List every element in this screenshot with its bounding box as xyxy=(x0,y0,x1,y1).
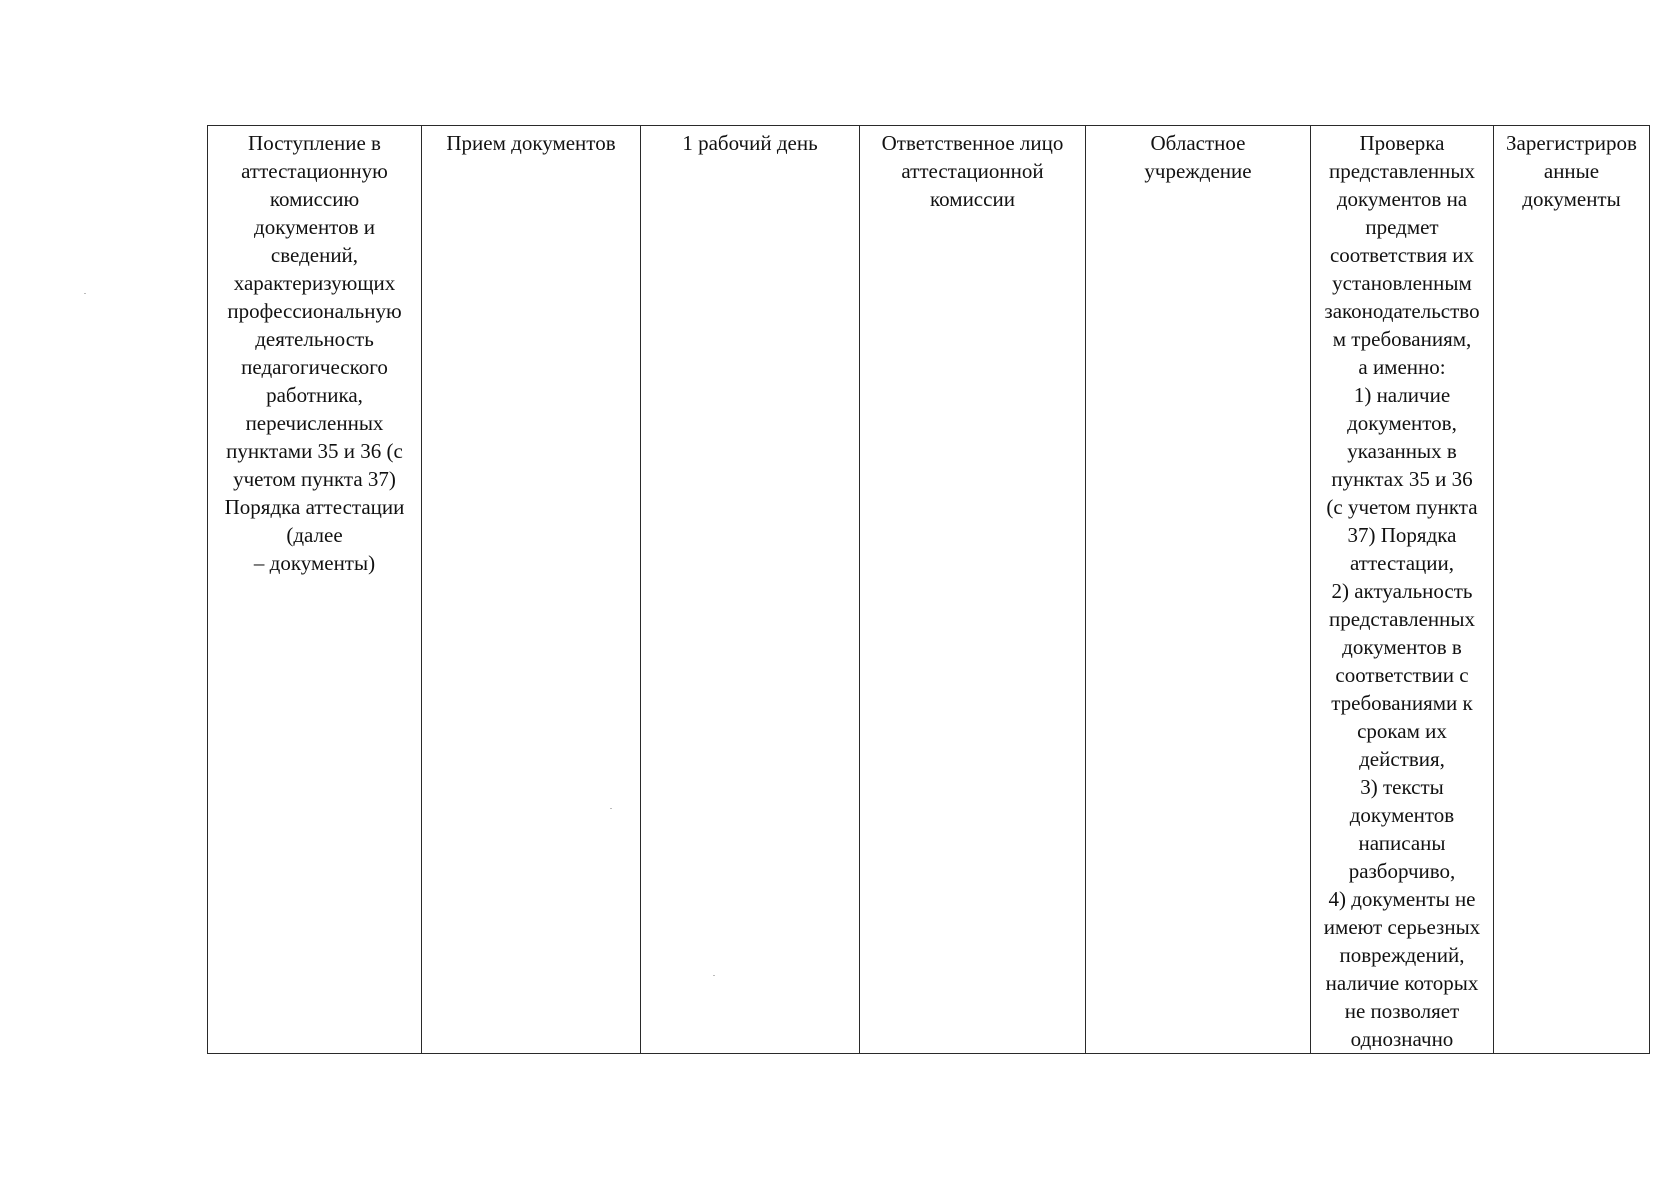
cell-line: характеризующих xyxy=(233,271,396,295)
cell-line: Областное xyxy=(1150,131,1246,155)
cell-line: предмет xyxy=(1365,215,1439,239)
cell-line: однозначно xyxy=(1350,1027,1454,1051)
cell-line: учетом пункта 37) xyxy=(233,467,396,491)
cell-line: пунктами 35 и 36 (с xyxy=(226,439,403,463)
cell-line: документов xyxy=(1349,803,1455,827)
cell-text xyxy=(641,126,859,157)
cell-line: представленных xyxy=(1328,607,1476,631)
cell-line: повреждений, xyxy=(1339,943,1465,967)
cell-line: не позволяет xyxy=(1344,999,1460,1023)
cell-line: документов и xyxy=(254,215,375,239)
cell-line: документов, xyxy=(1347,411,1457,435)
cell-line: срокам их xyxy=(1357,719,1447,743)
cell-line: (с учетом пункта xyxy=(1326,495,1478,519)
cell-line: разборчиво, xyxy=(1348,859,1456,883)
cell-line: соответствии с xyxy=(1335,663,1469,687)
cell-line: аттестационную xyxy=(241,159,388,183)
cell-line: Прием документов xyxy=(446,131,616,155)
scan-speck xyxy=(84,293,86,294)
cell-line: требованиями к xyxy=(1331,691,1473,715)
cell-line: 37) Порядка xyxy=(1347,523,1457,547)
cell-line: документов в xyxy=(1342,635,1462,659)
cell-text xyxy=(422,126,640,157)
table-cell-responsible xyxy=(860,126,1086,1054)
cell-text xyxy=(1086,126,1310,185)
cell-line: м требованиям, xyxy=(1332,327,1472,351)
cell-line: Поступление в xyxy=(248,131,381,155)
cell-line: документы xyxy=(1522,187,1621,211)
cell-line: соответствия их xyxy=(1329,243,1475,267)
cell-line: законодательство xyxy=(1324,299,1480,323)
cell-line: деятельность xyxy=(255,327,374,351)
cell-line: 1) наличие xyxy=(1353,383,1451,407)
cell-line: указанных в xyxy=(1347,439,1457,463)
cell-line: педагогического xyxy=(241,355,388,379)
cell-line: перечисленных xyxy=(245,411,384,435)
cell-line: Ответственное лицо xyxy=(881,131,1064,155)
cell-line: Проверка xyxy=(1359,131,1445,155)
cell-text xyxy=(1311,126,1493,1053)
cell-line: 1 рабочий день xyxy=(682,131,818,155)
cell-line: – документы) xyxy=(253,551,376,575)
cell-text xyxy=(208,126,421,577)
cell-line: аттестационной xyxy=(901,159,1044,183)
table-cell-stage xyxy=(208,126,422,1054)
cell-line: Порядка аттестации xyxy=(224,495,405,519)
cell-line: а именно: xyxy=(1358,355,1446,379)
table-cell-duration xyxy=(641,126,860,1054)
cell-line: работника, xyxy=(266,383,363,407)
table-cell-action xyxy=(422,126,641,1054)
cell-line: (далее xyxy=(286,523,343,547)
cell-line: 2) актуальность xyxy=(1331,579,1473,603)
table-cell-result xyxy=(1494,126,1650,1054)
cell-line: пунктах 35 и 36 xyxy=(1331,467,1473,491)
procedure-table xyxy=(207,125,1650,1054)
cell-line: комиссию xyxy=(269,187,360,211)
cell-line: установленным xyxy=(1332,271,1472,295)
cell-line: 4) документы не xyxy=(1328,887,1476,911)
cell-text xyxy=(860,126,1085,213)
cell-text xyxy=(1494,126,1649,213)
table-cell-organization xyxy=(1086,126,1311,1054)
cell-line: написаны xyxy=(1358,831,1446,855)
table-row xyxy=(208,126,1650,1054)
cell-line: сведений, xyxy=(270,243,359,267)
cell-line: анные xyxy=(1543,159,1600,183)
table-cell-criteria xyxy=(1311,126,1494,1054)
cell-line: аттестации, xyxy=(1349,551,1454,575)
cell-line: действия, xyxy=(1359,747,1445,771)
cell-line: учреждение xyxy=(1144,159,1252,183)
cell-line: Зарегистриров xyxy=(1506,131,1637,155)
cell-line: имеют серьезных xyxy=(1323,915,1481,939)
cell-line: представленных xyxy=(1328,159,1476,183)
cell-line: документов на xyxy=(1336,187,1468,211)
cell-line: профессиональную xyxy=(227,299,402,323)
cell-line: 3) тексты xyxy=(1360,775,1444,799)
cell-line: комиссии xyxy=(930,187,1015,211)
cell-line: наличие которых xyxy=(1325,971,1479,995)
